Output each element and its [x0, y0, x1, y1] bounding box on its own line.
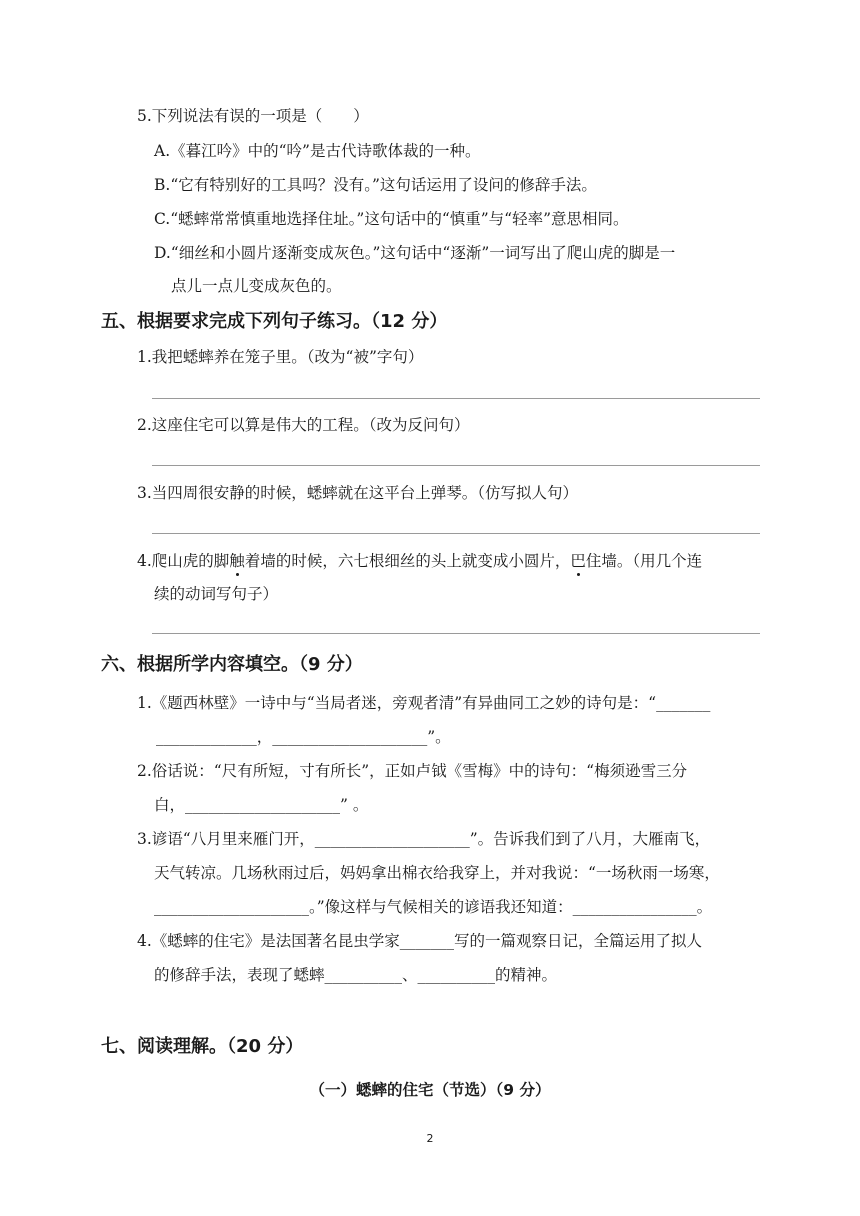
answer-line-4[interactable]: [152, 633, 760, 634]
emphasis-dot-char: 触: [229, 552, 245, 570]
question-5-option-d: D.“细丝和小圆片逐渐变成灰色。”这句话中“逐渐”一词写出了爬山虎的脚是一: [154, 244, 676, 262]
section-7-title: 七、阅读理解。（20 分）: [101, 1036, 304, 1057]
question-5-option-b: B.“它有特别好的工具吗？没有。”这句话运用了设问的修辞手法。: [154, 176, 597, 194]
section-6-line-4: 白，____________________” 。: [154, 796, 369, 814]
question-5-stem: 5.下列说法有误的一项是（ ）: [137, 107, 369, 125]
section-5-item-4-continued: 续的动词写句子）: [154, 585, 279, 603]
section-6-line-8: 4.《蟋蟀的住宅》是法国著名昆虫学家_______写的一篇观察日记，全篇运用了拟人: [137, 932, 703, 950]
question-5-option-c: C.“蟋蟀常常慎重地选择住址。”这句话中的“慎重”与“轻率”意思相同。: [154, 210, 629, 228]
section-6-line-5: 3.谚语“八月里来雁门开，____________________”。告诉我们到了八月，大雁南飞，: [137, 830, 711, 848]
section-5-item-1: 1.我把蟋蟀养在笼子里。（改为“被”字句）: [137, 348, 424, 366]
section-6-line-7: ____________________。”像这样与气候相关的谚语我还知道：________________。: [154, 898, 713, 916]
question-5-option-a: A.《暮江吟》中的“吟”是古代诗歌体裁的一种。: [154, 142, 481, 160]
question-5-option-d-continued: 点儿一点儿变成灰色的。: [171, 277, 342, 295]
answer-line-2[interactable]: [152, 465, 760, 466]
section-6-line-2: _____________，____________________”。: [156, 728, 451, 746]
section-5-item-4: 4.爬山虎的脚触着墙的时候，六七根细丝的头上就变成小圆片，巴住墙。（用几个连: [137, 552, 703, 570]
section-6-title: 六、根据所学内容填空。（9 分）: [101, 654, 363, 675]
section-5-item-2: 2.这座住宅可以算是伟大的工程。（改为反问句）: [137, 416, 470, 434]
section-6-line-1: 1.《题西林壁》一诗中与“当局者迷，旁观者清”有异曲同工之妙的诗句是：“_______: [137, 694, 711, 712]
section-5-title: 五、根据要求完成下列句子练习。（12 分）: [101, 311, 448, 332]
answer-line-3[interactable]: [152, 533, 760, 534]
section-6-line-9: 的修辞手法，表现了蟋蟀__________、__________的精神。: [154, 966, 558, 984]
section-6-line-3: 2.俗话说：“尺有所短，寸有所长”，正如卢钺《雪梅》中的诗句：“梅须逊雪三分: [137, 762, 688, 780]
emphasis-dot-char: 巴: [570, 552, 586, 570]
page-number: 2: [426, 1132, 434, 1145]
section-5-item-3: 3.当四周很安静的时候，蟋蟀就在这平台上弹琴。（仿写拟人句）: [137, 484, 579, 502]
answer-line-1[interactable]: [152, 398, 760, 399]
section-6-line-6: 天气转凉。几场秋雨过后，妈妈拿出棉衣给我穿上，并对我说：“一场秋雨一场寒，: [154, 864, 720, 882]
reading-passage-subtitle: （一）蟋蟀的住宅（节选）（9 分）: [309, 1081, 551, 1099]
